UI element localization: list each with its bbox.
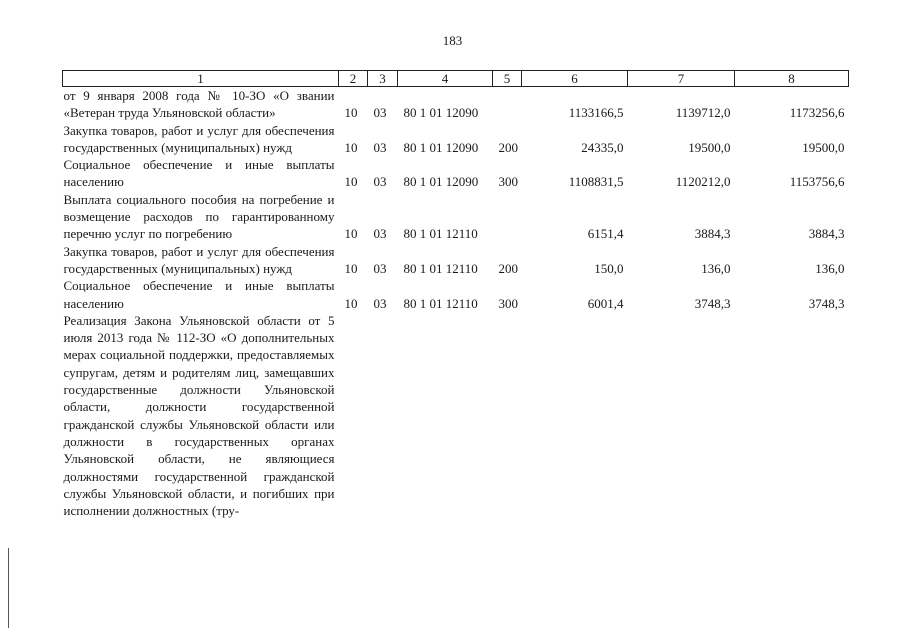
table-header (63, 71, 849, 87)
header-col-8: 8 (735, 71, 849, 87)
row-amount-col8 (735, 312, 849, 520)
row-amount-col6: 1133166,5 (568, 105, 624, 121)
table-body (63, 87, 849, 520)
row-expense-type (493, 87, 522, 122)
row-description: Социальное обеспечение и иные выплаты населению (63, 157, 335, 190)
table-row (63, 312, 849, 520)
row-description: от 9 января 2008 года № 10-ЗО «О звании «Ветеран труда Ульяновской области» (63, 88, 335, 121)
page-number: 183 (442, 33, 463, 48)
row-subsection: 03 (373, 174, 387, 190)
row-amount-col6: 24335,0 (581, 139, 624, 155)
scan-margin-line (8, 548, 9, 628)
row-amount-col6: 1108831,5 (568, 174, 624, 190)
row-section: 10 (344, 226, 358, 242)
row-expense-type (493, 312, 522, 520)
row-subsection: 03 (373, 139, 387, 155)
row-section: 10 (344, 139, 358, 155)
row-subsection (368, 312, 398, 520)
row-subsection: 03 (373, 105, 387, 121)
table-row (63, 243, 849, 278)
row-amount-col8: 136,0 (815, 260, 845, 276)
row-target-article: 80 1 01 12110 (403, 260, 478, 276)
header-col-1: 1 (63, 71, 339, 87)
header-col-2: 2 (339, 71, 368, 87)
row-amount-col6 (522, 312, 628, 520)
row-expense-type: 300 (498, 295, 518, 311)
row-amount-col8: 1153756,6 (789, 174, 845, 190)
row-target-article: 80 1 01 12090 (403, 105, 479, 121)
row-amount-col7: 19500,0 (688, 139, 731, 155)
row-amount-col8: 3748,3 (808, 295, 845, 311)
header-row (63, 71, 849, 87)
table-row (63, 191, 849, 243)
row-amount-col8: 19500,0 (802, 139, 845, 155)
table-row (63, 87, 849, 122)
row-amount-col7: 3884,3 (694, 226, 731, 242)
budget-table (62, 70, 849, 519)
row-expense-type: 200 (498, 260, 518, 276)
row-target-article (398, 312, 493, 520)
row-section (339, 312, 368, 520)
row-amount-col7 (628, 312, 735, 520)
header-col-6: 6 (522, 71, 628, 87)
table-row (63, 156, 849, 191)
row-amount-col7: 1139712,0 (675, 105, 731, 121)
row-subsection: 03 (373, 295, 387, 311)
header-col-4: 4 (398, 71, 493, 87)
row-section: 10 (344, 260, 358, 276)
row-description: Закупка товаров, работ и услуг для обеспечения государственных (муниципальных) нужд (63, 243, 335, 276)
row-amount-col6: 6001,4 (587, 295, 624, 311)
table-row (63, 122, 849, 157)
header-col-7: 7 (628, 71, 735, 87)
row-target-article: 80 1 01 12110 (403, 226, 478, 242)
row-target-article: 80 1 01 12090 (403, 139, 479, 155)
row-section: 10 (344, 105, 358, 121)
row-subsection: 03 (373, 260, 387, 276)
row-amount-col8: 3884,3 (808, 226, 845, 242)
row-subsection: 03 (373, 226, 387, 242)
row-expense-type: 200 (498, 139, 518, 155)
row-amount-col7: 136,0 (701, 260, 731, 276)
row-amount-col6: 6151,4 (587, 226, 624, 242)
row-description: Выплата социального пособия на погребение и возмещение расходов по гарантированному перечню услуг по погребению (63, 191, 335, 242)
row-description: Закупка товаров, работ и услуг для обеспечения государственных (муниципальных) нужд (63, 122, 335, 155)
row-expense-type (493, 191, 522, 243)
row-section: 10 (344, 174, 358, 190)
header-col-5: 5 (493, 71, 522, 87)
table-row (63, 277, 849, 312)
row-section: 10 (344, 295, 358, 311)
row-description: Социальное обеспечение и иные выплаты населению (63, 278, 335, 311)
row-amount-col6: 150,0 (594, 260, 624, 276)
header-col-3: 3 (368, 71, 398, 87)
row-expense-type: 300 (498, 174, 518, 190)
row-target-article: 80 1 01 12110 (403, 295, 478, 311)
row-amount-col8: 1173256,6 (789, 105, 845, 121)
row-target-article: 80 1 01 12090 (403, 174, 479, 190)
row-amount-col7: 1120212,0 (675, 174, 731, 190)
row-amount-col7: 3748,3 (694, 295, 731, 311)
row-description: Реализация Закона Ульяновской области от 5 июля 2013 года № 112-ЗО «О дополнительных мерах социальной поддержки, предоставляемых супругам, детям и родителям лиц, замещавших государственные должности Ульяновской области, должности государственной гражданской службы Ульяновской области или должности в государственных органах Ульяновской области, не являющиеся должностями государственной гражданской службы Ульяновской области, и погибших при исполнении должностных (тру- (63, 312, 335, 519)
